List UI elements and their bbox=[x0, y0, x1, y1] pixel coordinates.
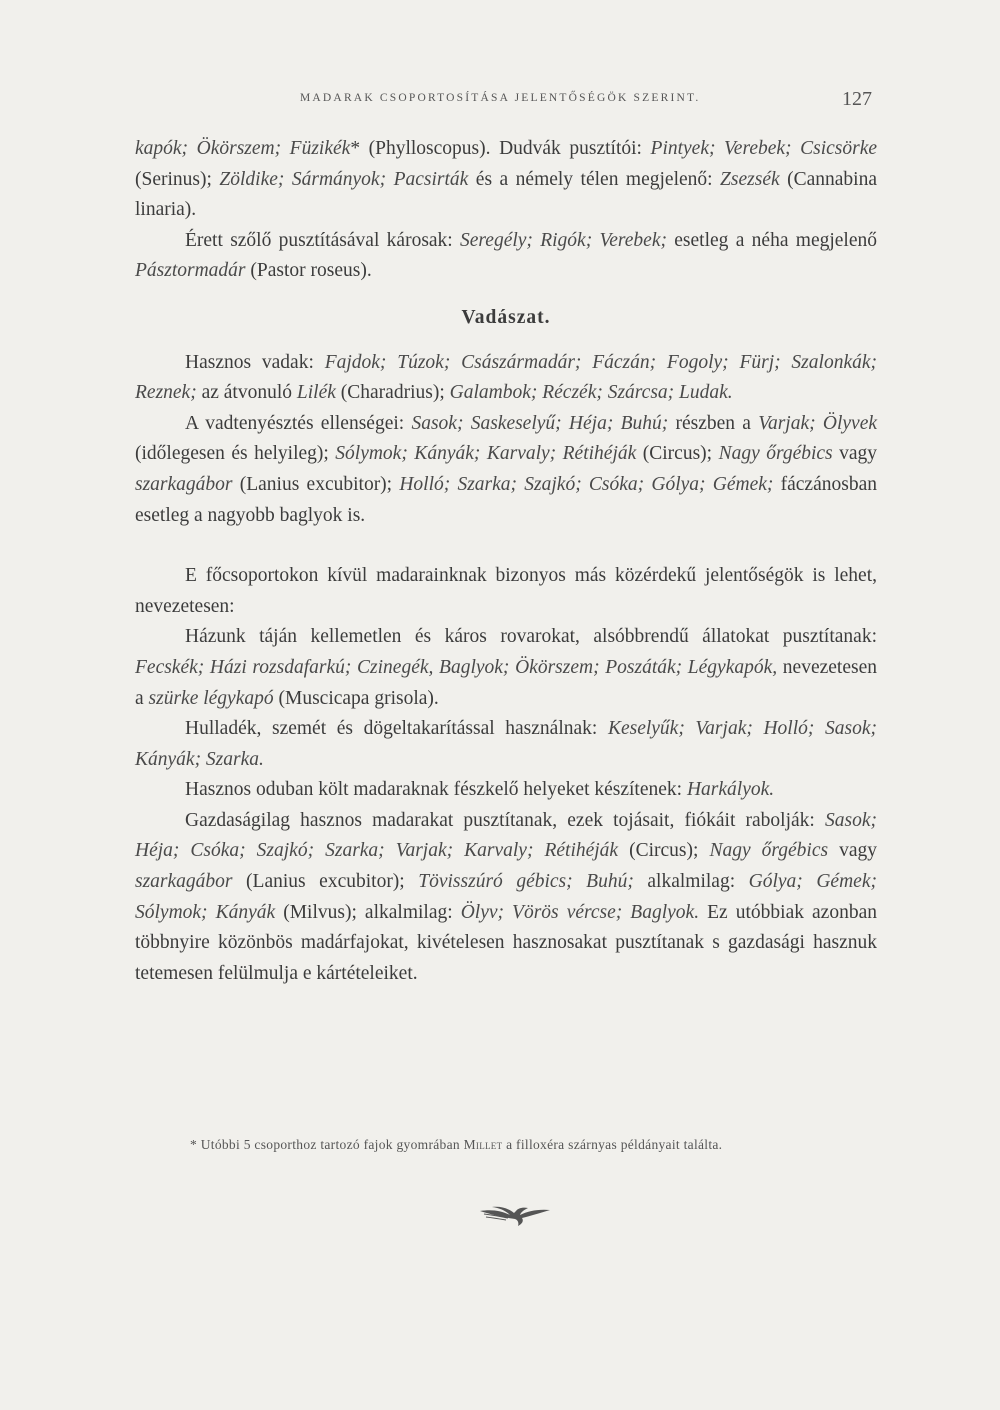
paragraph-szolo bbox=[135, 226, 877, 287]
italic-species-name: Sasok; Héja; Csóka; Szajkó; Szarka; Varjak; Karvaly; Rétihéják bbox=[135, 809, 877, 862]
text-run: fáczánosban esetleg a nagyobb baglyok is. bbox=[135, 473, 877, 526]
italic-species-name: Lilék bbox=[296, 382, 336, 404]
italic-species-name: Keselyűk; Varjak; Holló; Sasok; Kányák; Szarka. bbox=[135, 718, 877, 770]
text-run: alkalmilag: bbox=[633, 871, 749, 893]
italic-species-name: Fajdok; Túzok; Császármadár; Fáczán; Fogoly; Fürj; Szalonkák; Reznek; bbox=[135, 351, 877, 404]
text-run: Ez utóbbiak azonban többnyire közönbös madárfajokat, kivételesen hasznosakat pusztítanak s gazdasági hasznuk tetemesen felülmulja e kártételeiket. bbox=[135, 901, 877, 984]
italic-species-name: Holló; Szarka; Szajkó; Csóka; Gólya; Gémek; bbox=[399, 473, 774, 495]
italic-species-name: Harkályok. bbox=[686, 779, 775, 801]
body-text bbox=[135, 134, 877, 989]
italic-species-name: Pásztormadár bbox=[135, 260, 246, 282]
italic-species-name: szarkagábor bbox=[135, 871, 233, 893]
italic-species-name: Sasok; Saskeselyű; Héja; Buhú; bbox=[411, 412, 669, 434]
text-run: Gazdaságilag hasznos madarakat pusztítanak, ezek tojásait, fiókáit rabolják: bbox=[185, 809, 825, 831]
text-run: (Cannabina linaria). bbox=[135, 168, 877, 221]
footnote bbox=[190, 1137, 890, 1153]
paragraph-hulladek bbox=[135, 714, 877, 775]
text-run: (Milvus); alkalmilag: bbox=[275, 901, 461, 923]
paragraph-hazunk-tajan bbox=[135, 622, 877, 714]
text-run: (Lanius excubitor); bbox=[232, 871, 419, 893]
text-run: (Lanius excubitor); bbox=[232, 473, 400, 495]
paragraph-focsoportok bbox=[135, 561, 877, 622]
page-number: 127 bbox=[842, 88, 872, 110]
italic-species-name: Nagy őrgébics bbox=[709, 840, 829, 862]
text-run: Hulladék, szemét és dögeltakarítással használnak: bbox=[185, 718, 608, 740]
text-run: Hasznos oduban költ madaraknak fészkelő helyeket készítenek: bbox=[185, 779, 687, 801]
text-run: az átvonuló bbox=[196, 382, 297, 404]
paragraph-dudvak bbox=[135, 134, 877, 226]
italic-species-name: Nagy őrgébics bbox=[718, 443, 833, 465]
italic-species-name: Ölyv; Vörös vércse; Baglyok. bbox=[460, 901, 700, 923]
text-run: (időlegesen és helyileg); bbox=[135, 443, 336, 465]
text-run: Érett szőlő pusztításával károsak: bbox=[185, 229, 461, 251]
paragraph-oduban bbox=[135, 775, 877, 806]
text-run: vagy bbox=[828, 840, 878, 862]
italic-species-name: Tövisszúró gébics; Buhú; bbox=[418, 871, 634, 893]
text-run: (Serinus); bbox=[135, 168, 220, 190]
text-run: Házunk táján kellemetlen és káros rovarokat, alsóbbrendű állatokat pusztítanak: bbox=[185, 626, 877, 648]
paragraph-vadtenyesztes bbox=[135, 409, 877, 531]
page-header bbox=[0, 88, 1000, 118]
text-run: esetleg a néha megjelenő bbox=[666, 229, 877, 251]
italic-species-name: Galambok; Réczék; Szárcsa; Ludak. bbox=[449, 382, 733, 404]
bird-tailpiece-icon bbox=[478, 1205, 552, 1227]
section-heading: Vadászat. bbox=[461, 306, 551, 328]
text-run: (Muscicapa grisola). bbox=[273, 687, 439, 709]
text-run: vagy bbox=[832, 443, 878, 465]
footnote-text-end: a filloxéra szárnyas példányait találta. bbox=[502, 1137, 723, 1152]
italic-species-name: kapók; Ökörszem; Füzikék bbox=[135, 138, 351, 159]
italic-species-name: Gólya; Gémek; Sólymok; Kányák bbox=[135, 871, 877, 923]
italic-species-name: szarkagábor bbox=[135, 473, 233, 495]
footnote-author: Millet bbox=[463, 1137, 503, 1152]
italic-species-name: Sólymok; Kányák; Karvaly; Rétihéják bbox=[335, 443, 637, 465]
text-run: részben a bbox=[668, 412, 759, 434]
footnote-text-start: * Utóbbi 5 csoporthoz tartozó fajok gyomrában bbox=[190, 1137, 464, 1152]
italic-species-name: Varjak; Ölyvek bbox=[758, 412, 878, 434]
text-run: E főcsoportokon kívül madarainknak bizonyos más közérdekű jelentőségök is lehet, nevezetesen: bbox=[135, 565, 877, 617]
running-head: MADARAK CSOPORTOSÍTÁSA JELENTŐSÉGÖK SZERINT. bbox=[300, 92, 701, 104]
text-run: A vadtenyésztés ellenségei: bbox=[185, 412, 412, 434]
text-run: nevezetesen a bbox=[135, 656, 877, 709]
italic-species-name: Zsezsék bbox=[720, 168, 780, 190]
paragraph-gazdasagilag bbox=[135, 806, 877, 990]
text-run: * (Phylloscopus). Dudvák pusztítói: bbox=[350, 138, 651, 159]
text-run: (Circus); bbox=[636, 443, 719, 465]
text-run: és a némely télen megjelenő: bbox=[468, 168, 721, 190]
italic-species-name: szürke légykapó bbox=[148, 687, 274, 709]
italic-species-name: Seregély; Rigók; Verebek; bbox=[460, 229, 667, 251]
italic-species-name: Zöldike; Sármányok; Pacsirták bbox=[219, 168, 469, 190]
text-run: (Charadrius); bbox=[335, 382, 450, 404]
italic-species-name: Fecskék; Házi rozsdafarkú; Czinegék, Baglyok; Ökörszem; Poszáták; Légykapók, bbox=[135, 656, 778, 678]
text-run: (Circus); bbox=[618, 840, 710, 862]
text-run: Hasznos vadak: bbox=[185, 351, 325, 373]
text-run: (Pastor roseus). bbox=[245, 260, 372, 282]
paragraph-hasznos-vadak bbox=[135, 348, 877, 409]
italic-species-name: Pintyek; Verebek; Csicsörke bbox=[650, 138, 878, 159]
